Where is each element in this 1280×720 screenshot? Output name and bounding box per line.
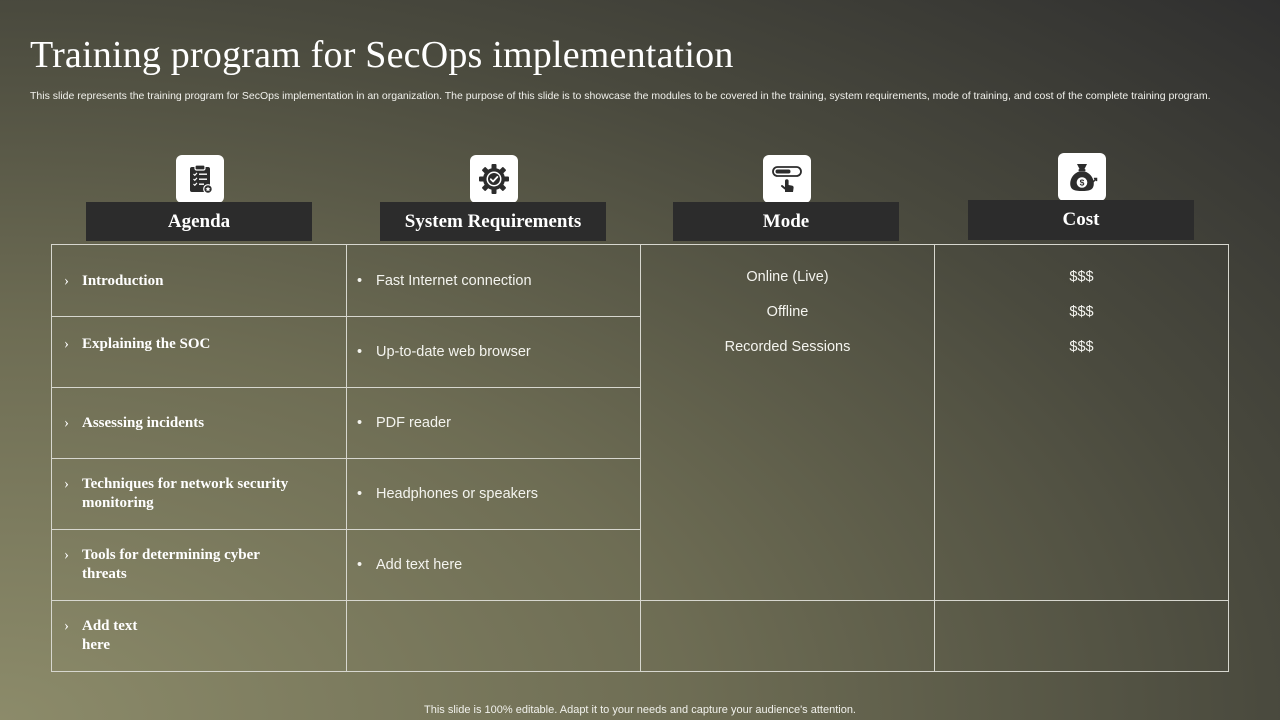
cost-icon-box: [1058, 153, 1106, 201]
gear-check-icon: [477, 162, 511, 196]
requirement-item-label: Add text here: [376, 557, 463, 573]
clipboard-icon: [183, 162, 217, 196]
bullet-icon: •: [357, 273, 363, 289]
agenda-item-label: Introduction: [82, 272, 164, 289]
system-requirements-icon-box: [470, 155, 518, 203]
requirement-item-label: Headphones or speakers: [376, 486, 539, 502]
column-header-mode: Mode: [673, 202, 899, 241]
agenda-item: [64, 334, 334, 354]
row-divider: [52, 316, 640, 317]
row-divider: [52, 458, 640, 459]
svg-text:$: $: [1079, 177, 1085, 188]
requirement-item-label: PDF reader: [376, 415, 451, 431]
requirement-item: [357, 414, 637, 432]
cost-item: $$$: [1069, 269, 1094, 285]
chevron-right-icon: ›: [64, 335, 69, 352]
agenda-item: [64, 546, 334, 586]
column-header-cost: Cost: [968, 200, 1194, 240]
bullet-icon: •: [357, 415, 363, 431]
mode-item: Recorded Sessions: [724, 339, 851, 355]
agenda-item-label: Add text here: [82, 618, 138, 653]
page-subtitle: This slide represents the training program for SecOps implementation in an organization. The purpose of this slide is to showcase the modules to be covered in the training, system requirements, mode of training, and cost of the complete training program.: [30, 90, 1211, 102]
mode-icon-box: [763, 155, 811, 203]
footer-note: This slide is 100% editable. Adapt it to your needs and capture your audience's attention.: [424, 704, 856, 716]
bullet-icon: •: [357, 486, 363, 502]
money-bag-icon: [1065, 160, 1099, 194]
row-divider: [52, 387, 640, 388]
column-header-agenda: Agenda: [86, 202, 312, 241]
row-divider: [52, 600, 1228, 601]
mode-item: Offline: [766, 304, 809, 320]
bullet-icon: •: [357, 557, 363, 573]
requirement-item-label: Fast Internet connection: [376, 273, 532, 289]
cost-item: $$$: [1069, 304, 1094, 320]
agenda-item: [64, 617, 334, 657]
agenda-item-label: Tools for determining cyber threats: [82, 547, 260, 582]
requirement-item: [357, 556, 637, 574]
agenda-item: [64, 271, 334, 291]
chevron-right-icon: ›: [64, 476, 69, 492]
cost-item: $$$: [1069, 339, 1094, 355]
requirement-item: [357, 343, 637, 361]
agenda-item: [64, 475, 334, 515]
bullet-icon: •: [357, 344, 363, 360]
requirement-item: [357, 485, 637, 503]
chevron-right-icon: ›: [64, 272, 69, 289]
agenda-icon-box: [176, 155, 224, 203]
training-table: [51, 244, 1229, 672]
column-header-system-requirements: System Requirements: [380, 202, 606, 241]
toggle-hand-icon: [770, 162, 804, 196]
agenda-item: [64, 413, 334, 433]
requirement-item-label: Up-to-date web browser: [376, 344, 531, 360]
requirement-item: [357, 272, 637, 290]
chevron-right-icon: ›: [64, 547, 69, 563]
agenda-item-label: Assessing incidents: [82, 414, 205, 431]
agenda-item-label: Explaining the SOC: [82, 335, 211, 352]
row-divider: [52, 529, 640, 530]
mode-item: Online (Live): [746, 269, 829, 285]
chevron-right-icon: ›: [64, 618, 69, 634]
page-title: Training program for SecOps implementation: [30, 34, 734, 76]
chevron-right-icon: ›: [64, 414, 69, 431]
agenda-item-label: Techniques for network security monitoring: [82, 476, 289, 511]
